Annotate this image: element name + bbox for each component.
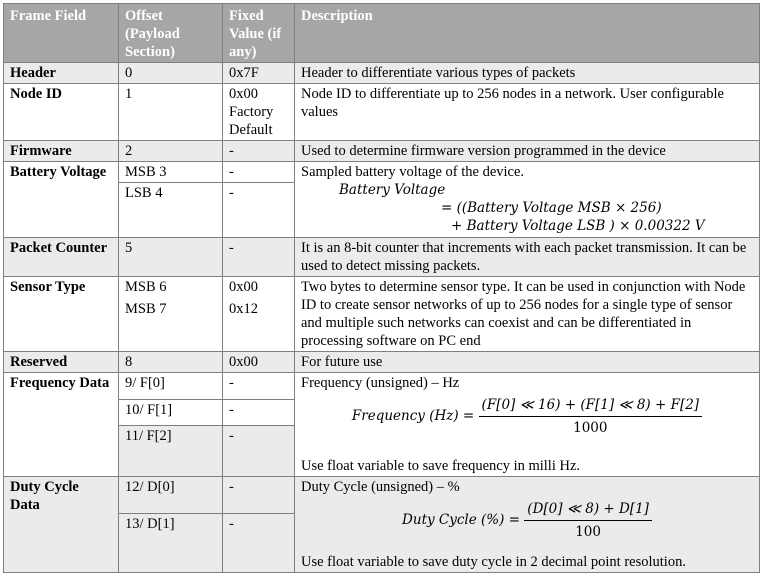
header-offset: Offset (Payload Section) [119,4,223,63]
fixed-cell: 0x12 [223,299,295,352]
description-cell: It is an 8-bit counter that increments with each packet transmission. It can be used to detect missing packets. [295,238,760,277]
field-cell: Reserved [4,352,119,373]
header-frame-field: Frame Field [4,4,119,63]
fixed-cell: - [223,141,295,162]
field-cell: Node ID [4,84,119,141]
field-cell: Firmware [4,141,119,162]
field-cell: Battery Voltage [4,162,119,238]
description-cell [295,162,760,238]
field-cell: Packet Counter [4,238,119,277]
table-row-sensor-type-1 [4,277,760,300]
table-row-packet-counter [4,238,760,277]
frequency-description: Frequency (unsigned) – Hz [301,375,460,391]
duty-cycle-numerator: (D[0] ≪ 8) + D[1] [524,500,652,521]
offset-cell: 2 [119,141,223,162]
offset-cell: 10/ F[1] [119,399,223,426]
table-row-duty-cycle-0 [4,477,760,514]
table-row-frequency-0 [4,373,760,400]
offset-cell: 12/ D[0] [119,477,223,514]
header-description: Description [295,4,760,63]
fixed-cell: - [223,426,295,477]
fixed-cell: - [223,162,295,183]
battery-equation-line1: = ((Battery Voltage MSB × 256) [441,200,662,216]
offset-cell: 9/ F[0] [119,373,223,400]
frequency-denominator: 1000 [573,420,608,436]
table-header-row [4,4,760,63]
fixed-cell: - [223,183,295,238]
table-row-battery-msb [4,162,760,183]
frequency-note: Use float variable to save frequency in milli Hz. [301,458,581,474]
table-row-firmware [4,141,760,162]
offset-cell: 5 [119,238,223,277]
description-cell: Two bytes to determine sensor type. It can be used in conjunction with Node ID to create sensor networks of up to 256 nodes for a single type of sensor and multiple such networks can coexist and can be differentiated in processing software on PC end [295,277,760,352]
offset-cell: 13/ D[1] [119,514,223,573]
offset-cell: 0 [119,63,223,84]
fixed-cell: - [223,399,295,426]
offset-cell: MSB 7 [119,299,223,352]
fixed-cell: 0x00 [223,352,295,373]
description-cell [295,373,760,477]
field-cell: Frequency Data [4,373,119,477]
offset-cell: 1 [119,84,223,141]
description-cell: Used to determine firmware version programmed in the device [295,141,760,162]
frequency-fraction [479,396,703,437]
offset-cell: 8 [119,352,223,373]
field-cell: Sensor Type [4,277,119,352]
fixed-cell: - [223,477,295,514]
fixed-cell: 0x00 Factory Default [223,84,295,141]
header-fixed-value: Fixed Value (if any) [223,4,295,63]
fixed-cell: - [223,238,295,277]
description-cell: Node ID to differentiate up to 256 nodes in a network. User configurable values [295,84,760,141]
battery-description: Sampled battery voltage of the device. [301,164,525,180]
offset-cell: LSB 4 [119,183,223,238]
offset-cell: 11/ F[2] [119,426,223,477]
duty-cycle-equation-lhs: Duty Cycle (%) = [402,512,520,528]
field-cell: Duty Cycle Data [4,477,119,573]
duty-cycle-equation [301,496,753,547]
fixed-cell: - [223,514,295,573]
duty-cycle-denominator: 100 [575,524,601,540]
duty-cycle-description: Duty Cycle (unsigned) – % [301,479,460,495]
frequency-equation-lhs: Frequency (Hz) = [351,408,475,424]
fixed-cell: 0x00 [223,277,295,300]
description-cell: For future use [295,352,760,373]
offset-cell: MSB 6 [119,277,223,300]
description-cell [295,477,760,573]
table-row-header [4,63,760,84]
table-row-node-id [4,84,760,141]
fixed-cell: 0x7F [223,63,295,84]
frame-format-table [3,3,760,573]
battery-equation-line2: + Battery Voltage LSB ) × 0.00322 V [451,218,705,234]
frequency-equation [301,392,753,443]
battery-equation-lhs: Battery Voltage [339,182,446,198]
description-cell: Header to differentiate various types of packets [295,63,760,84]
frequency-numerator: (F[0] ≪ 16) + (F[1] ≪ 8) + F[2] [479,396,703,417]
duty-cycle-fraction [524,500,652,541]
fixed-cell: - [223,373,295,400]
field-cell: Header [4,63,119,84]
duty-cycle-note: Use float variable to save duty cycle in 2 decimal point resolution. [301,554,686,570]
offset-cell: MSB 3 [119,162,223,183]
table-row-reserved [4,352,760,373]
